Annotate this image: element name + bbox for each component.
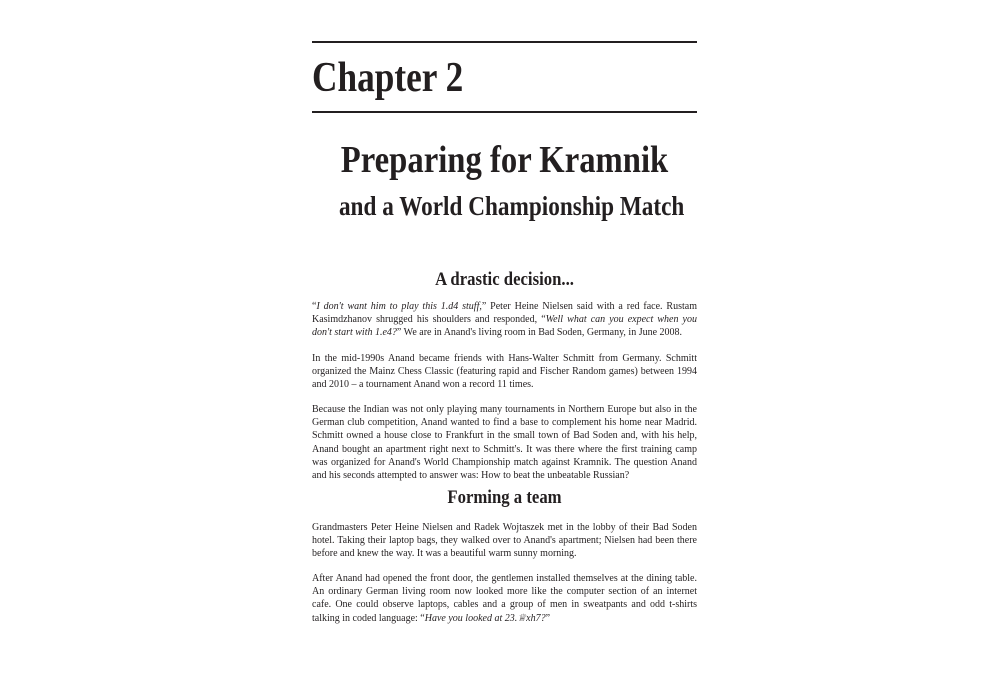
italic-quote: Have you looked at 23.♕xh7? (424, 612, 546, 624)
paragraph (312, 300, 697, 340)
italic-quote: Well what can you expect when you don't start with 1.e4? (312, 314, 697, 339)
section-heading: A drastic decision... (435, 269, 574, 290)
book-page (312, 0, 697, 675)
chapter-top-rule (312, 41, 697, 43)
italic-quote: I don't want him to play this 1.d4 stuff, (316, 301, 482, 312)
paragraph: Grandmasters Peter Heine Nielsen and Radek Wojtaszek met in the lobby of their Bad Soden hotel. Taking their laptop bags, they walked over to Anand's apartment; Nielsen had been there before and knew the way. It was a beautiful warm sunny morning. (312, 522, 697, 560)
paragraph-text: After Anand had opened the front door, the gentlemen installed themselves at the dining table. An ordinary German living room now looked more like the computer section of an internet cafe. One could observe laptops, cables and a group of men in sweatpants and odd t-shirts talking in coded language: “ (312, 573, 697, 624)
paragraph-text: ” We are in Anand's living room in Bad Soden, Germany, in June 2008. (396, 327, 683, 339)
paragraph: In the mid-1990s Anand became friends with Hans-Walter Schmitt from Germany. Schmitt organized the Mainz Chess Classic (featuring rapid and Fischer Random games) between 1994 and 2010 – a tournament Anand won a record 11 times. (312, 353, 697, 391)
section-heading: Forming a team (447, 487, 562, 508)
paragraph (312, 572, 697, 625)
chapter-title: Preparing for Kramnik (340, 139, 669, 181)
paragraph: Because the Indian was not only playing many tournaments in Northern Europe but also in the German club competition, Anand wanted to find a base to complement his home near Madrid. Schmitt owned a house close to Frankfurt in the small town of Bad Soden and, with his help, Anand bought an apartment right next to Schmitt's. It was there where the first training camp was organized for Anand's World Championship match against Kramnik. The question Anand and his seconds attempted to answer was: How to beat the unbeatable Russian? (312, 404, 697, 482)
chapter-subtitle: and a World Championship Match (338, 191, 685, 221)
paragraph-text: ” Peter Heine Nielsen said with a red face. Rustam Kasimdzhanov shrugged his shoulders and responded, “ (312, 301, 697, 326)
chapter-label: Chapter 2 (312, 55, 464, 101)
chapter-bottom-rule (312, 111, 697, 113)
quote-mark: ” (545, 612, 551, 624)
quote-mark: “ (312, 301, 317, 312)
